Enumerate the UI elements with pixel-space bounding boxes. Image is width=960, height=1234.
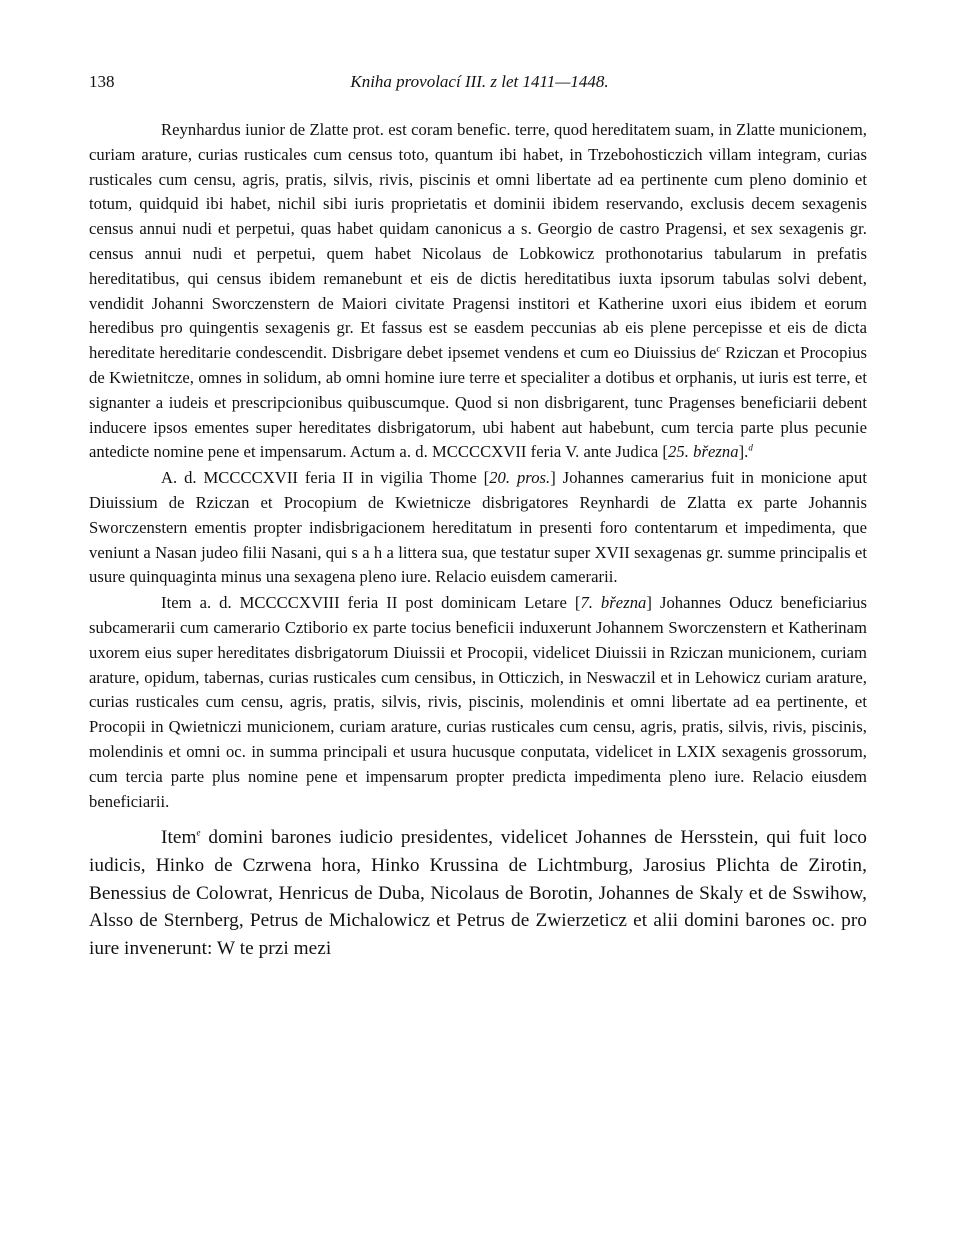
date-annotation: 7. března: [580, 593, 647, 613]
text-run: domini barones iudicio presidentes, videlicet Johannes de Hersstein, qui fuit loco iudicis, Hinko de Czrwena hora, Hinko Krussina de Lichtmburg, Jarosius Plichta de Zirotin, Benessius de Colowrat, Henricus de Duba, Nicolaus de Borotin, Johannes de Skaly et de Sswihow, Alsso de Sternberg, Petrus de Michalowicz et Petrus de Zwierzeticz et alii domini barones oc. pro iure invenerunt: W te przi mezi: [89, 827, 867, 959]
footnote-marker: d: [748, 442, 753, 453]
paragraph-induction: [89, 591, 867, 814]
text-run: A. d. MCCCCXVII feria II in vigilia Thome [: [161, 468, 490, 488]
paragraph-monition: [89, 466, 867, 590]
text-run: ] Johannes camerarius fuit in monicione aput Diuissium de Rziczan et Procopium de Kwietnicze disbrigatores Reynhardi de Zlatta ex parte Johannis Sworczenstern ementis propter indisbrigacionem hereditatum in presenti foro contentarum et impedimenta, que veniunt a Nasan judeo filii Nasani, qui s a h a littera sua, que testatur super XVII sexagenas gr. summe principalis et usure quinquaginta minus una sexagena pleno iure. Relacio euisdem camerarii.: [89, 468, 867, 587]
text-run: Item: [161, 827, 197, 849]
text-run: Item a. d. MCCCCXVIII feria II post dominicam Letare [: [161, 593, 581, 613]
running-title: Kniha provolací III. z let 1411—1448.: [350, 72, 609, 91]
footnote-marker: c: [716, 343, 721, 354]
text-run: Rziczan et Procopius de Kwietnitcze, omnes in solidum, ab omni homine iure terre et specialiter a dotibus et orphanis, ut iuris est terre, et signanter a iudeis et prescripcionibus quibuscumque. Quod si non disbrigarent, tunc Pragenses beneficiarii debent inducere ipsos ementes super hereditates disbrigatorum, ubi habent aut habebunt, cum tercia parte plus pecunie antedicte nomine pene et impensarum. Actum a. d. MCCCCXVII feria V. ante Judica [: [89, 343, 868, 462]
paragraph-deed-of-sale: [89, 118, 867, 465]
footnote-marker: e: [196, 827, 201, 838]
page-number: 138: [89, 72, 115, 91]
body-text: [89, 118, 867, 962]
paragraph-barons-judgment: [89, 824, 867, 962]
text-run: ].: [738, 442, 749, 462]
page-header: [89, 72, 870, 96]
text-run: Reynhardus iunior de Zlatte prot. est coram benefic. terre, quod hereditatem suam, in Zlatte municionem, curiam arature, curias rusticales cum census toto, quantum ibi habet, in Trzebohosticzich villam integram, curias rusticales cum censu, agris, pratis, silvis, rivis, piscinis et omni libertate ad ea pertinente cum pleno dominio et totum, quidquid ibi habet, nichil sibi iuris proprietatis et dominii ibidem reservando, exclusis decem sexagenis census annui nudi et perpetui, quas habet quidam canonicus a s. Georgio de castro Pragensi, et sex sexagenis gr. census annui nudi et perpetui, quem habet Nicolaus de Lobkowicz prothonotarius tabularum in prefatis hereditatibus, qui census ibidem remanebunt et eis de dictis hereditatibus iuxta ipsorum tabulas solvi debent, vendidit Johanni Sworczenstern de Maiori civitate Pragensi institori et Katherine uxori eius ibidem et eorum heredibus pro quingentis sexagenis gr. Et fassus est se easdem peccunias ab eis plene percepisse et eis de dicta hereditate hereditarie condescendit. Disbrigare debet ipsemet vendens et cum eo Diuissius de: [89, 120, 867, 363]
date-annotation: 25. března: [668, 442, 739, 462]
date-annotation: 20. pros.: [489, 468, 551, 488]
text-run: ] Johannes Oducz beneficiarius subcamerarii cum camerario Cztiborio ex parte tocius beneficii induxerunt Johannem Sworczenstern et Katherinam uxorem eius super hereditates disbrigatorum Diuissii et Procopii, videlicet Diuissii in Rziczan municionem, curiam arature, opidum, tabernas, curias rusticales cum censibus, in Otticzich, in Neswaczil et in Lehowicz curiam arature, curias rusticales cum censu, agris, pratis, silvis, rivis, piscinis, molendinis et omni libertate ad ea pertinente, et Procopii in Qwietniczi municionem, curiam arature, curias rusticales cum censu, agris, pratis, silvis, rivis, piscinis, molendinis et omni oc. in summa principali et usura hucusque conputata, videlicet in LXIX sexagenis grossorum, cum tercia parte plus nomine pene et impensarum propter predicta impedimenta pleno iure. Relacio eiusdem beneficiarii.: [89, 593, 867, 811]
